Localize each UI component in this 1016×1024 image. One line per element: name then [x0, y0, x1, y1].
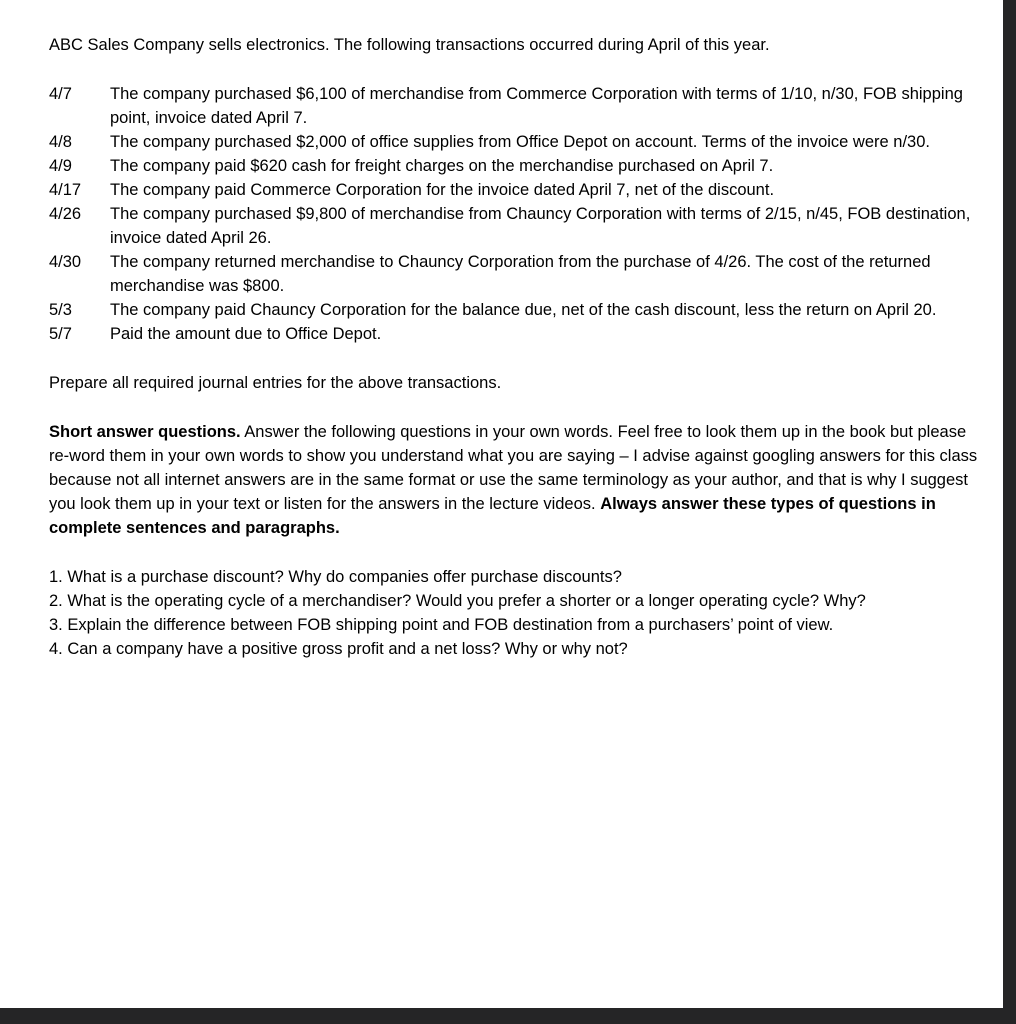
short-answer-heading: Short answer questions. — [49, 423, 241, 441]
transaction-date: 4/26 — [49, 205, 82, 223]
transaction-date: 4/30 — [49, 253, 82, 271]
transaction-list — [49, 82, 979, 346]
transaction-item — [49, 178, 979, 202]
transaction-text: The company paid Commerce Corporation for the invoice dated April 7, net of the discount. — [110, 181, 775, 199]
transaction-text: The company purchased $9,800 of merchandise from Chauncy Corporation with terms of 2/15, n/45, FOB destination, invoice dated April 26. — [110, 205, 971, 247]
transaction-item — [49, 298, 979, 322]
transaction-text: The company paid $620 cash for freight charges on the merchandise purchased on April 7. — [110, 157, 774, 175]
short-answer-body: Answer the following questions in your own words. Feel free to look them up in the book but please re-word them in your own words to show you understand what you are saying – I advise against googling answers for this class because not all internet answers are in the same format or use the same terminology as your author, and that is why I suggest you look them up in your text or listen for the answers in the lecture videos. — [49, 423, 978, 513]
transaction-text: The company returned merchandise to Chauncy Corporation from the purchase of 4/26. The cost of the returned merchandise was $800. — [110, 253, 931, 295]
prepare-instruction: Prepare all required journal entries for the above transactions. — [49, 374, 502, 392]
intro-paragraph: ABC Sales Company sells electronics. The following transactions occurred during April of this year. — [49, 36, 770, 54]
viewer-background-right — [1003, 0, 1016, 1024]
transaction-item — [49, 250, 979, 298]
transaction-item — [49, 154, 979, 178]
transaction-item — [49, 322, 979, 346]
short-answer-paragraph — [49, 420, 979, 540]
viewer-background-bottom — [0, 1008, 1016, 1024]
transaction-date: 4/9 — [49, 157, 72, 175]
transaction-text: The company paid Chauncy Corporation for the balance due, net of the cash discount, less the return on April 20. — [110, 301, 937, 319]
question-item: 2. What is the operating cycle of a merchandiser? Would you prefer a shorter or a longer operating cycle? Why? — [49, 592, 866, 610]
transaction-item — [49, 202, 979, 250]
transaction-text: The company purchased $6,100 of merchandise from Commerce Corporation with terms of 1/10, n/30, FOB shipping point, invoice dated April 7. — [110, 85, 963, 127]
question-item: 1. What is a purchase discount? Why do companies offer purchase discounts? — [49, 568, 622, 586]
question-list — [49, 565, 979, 661]
short-answer-emphasis: Always answer these types of questions in complete sentences and paragraphs. — [49, 495, 936, 537]
transaction-item — [49, 130, 979, 154]
question-item: 3. Explain the difference between FOB shipping point and FOB destination from a purchasers’ point of view. — [49, 616, 834, 634]
transaction-date: 5/3 — [49, 301, 72, 319]
transaction-date: 5/7 — [49, 325, 72, 343]
transaction-date: 4/7 — [49, 85, 72, 103]
document-content — [49, 33, 979, 661]
transaction-item — [49, 82, 979, 130]
transaction-text: Paid the amount due to Office Depot. — [110, 325, 382, 343]
transaction-text: The company purchased $2,000 of office supplies from Office Depot on account. Terms of the invoice were n/30. — [110, 133, 930, 151]
question-item: 4. Can a company have a positive gross profit and a net loss? Why or why not? — [49, 640, 628, 658]
transaction-date: 4/8 — [49, 133, 72, 151]
transaction-date: 4/17 — [49, 181, 82, 199]
